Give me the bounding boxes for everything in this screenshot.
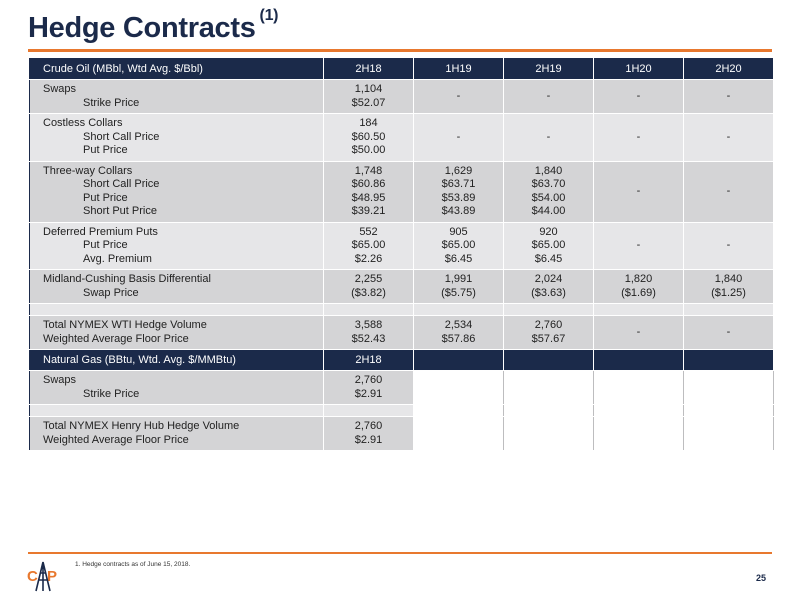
hedge-contracts-table bbox=[29, 58, 774, 451]
row-label-cell bbox=[30, 371, 324, 405]
gas-header-label: Natural Gas (BBtu, Wtd. Avg. $/MMBtu) bbox=[30, 350, 324, 371]
row-title: Weighted Average Floor Price bbox=[43, 433, 189, 446]
spacer-row bbox=[30, 405, 774, 417]
svg-text:P: P bbox=[47, 568, 58, 585]
value-cell: - bbox=[684, 222, 774, 270]
row-sublabel: Short Put Price bbox=[83, 205, 157, 217]
value-cell: 3,588 $52.43 bbox=[324, 316, 414, 350]
value-cell: - bbox=[684, 316, 774, 350]
row-label-cell bbox=[30, 270, 324, 304]
gas-total-row bbox=[30, 417, 774, 451]
row-sublabel: Short Call Price bbox=[83, 130, 160, 143]
row-sublabel: Put Price bbox=[83, 144, 128, 156]
value-cell: - bbox=[684, 161, 774, 222]
row-title: Weighted Average Floor Price bbox=[43, 332, 189, 345]
row-sublabel: Put Price bbox=[83, 191, 128, 204]
row-title: Costless Collars bbox=[43, 117, 123, 129]
oil-basis-differential-row bbox=[30, 270, 774, 304]
row-label-cell bbox=[30, 114, 324, 162]
row-label-cell bbox=[30, 417, 324, 451]
row-sublabel: Strike Price bbox=[83, 96, 140, 109]
oil-three-way-collars-row bbox=[30, 161, 774, 222]
svg-text:C: C bbox=[27, 568, 38, 585]
value-cell: - bbox=[594, 316, 684, 350]
value-cell: 552 $65.00 $2.26 bbox=[324, 222, 414, 270]
value-cell: 2,760 $57.67 bbox=[504, 316, 594, 350]
row-sublabel: Short Call Price bbox=[83, 178, 160, 190]
row-title: Total NYMEX Henry Hub Hedge Volume bbox=[43, 420, 240, 432]
value-cell: 2,255 ($3.82) bbox=[324, 270, 414, 304]
column-header-2h19: 2H19 bbox=[504, 59, 594, 80]
oil-total-row bbox=[30, 316, 774, 350]
row-sublabel: Avg. Premium bbox=[83, 252, 152, 265]
footnote: 1. Hedge contracts as of June 15, 2018. bbox=[75, 561, 191, 568]
oil-costless-collars-row bbox=[30, 114, 774, 162]
value-cell: 1,840 $63.70 $54.00 $44.00 bbox=[504, 161, 594, 222]
row-sublabel: Swap Price bbox=[83, 286, 139, 299]
value-cell: 2,534 $57.86 bbox=[414, 316, 504, 350]
column-header-1h19: 1H19 bbox=[414, 59, 504, 80]
row-title: Swaps bbox=[43, 83, 77, 95]
row-sublabel: Strike Price bbox=[83, 387, 140, 400]
spacer-row bbox=[30, 304, 774, 316]
oil-header-label: Crude Oil (MBbl, Wtd Avg. $/Bbl) bbox=[30, 59, 324, 80]
column-header-2h18: 2H18 bbox=[324, 59, 414, 80]
value-cell: - bbox=[594, 222, 684, 270]
row-title: Total NYMEX WTI Hedge Volume bbox=[43, 319, 207, 331]
oil-swaps-row bbox=[30, 80, 774, 114]
row-label-cell bbox=[30, 316, 324, 350]
row-label-cell bbox=[30, 222, 324, 270]
value-cell: - bbox=[684, 80, 774, 114]
value-cell: 920 $65.00 $6.45 bbox=[504, 222, 594, 270]
value-cell: - bbox=[594, 80, 684, 114]
page-number: 25 bbox=[756, 573, 767, 583]
company-logo bbox=[25, 558, 61, 594]
value-cell: 1,104 $52.07 bbox=[324, 80, 414, 114]
value-cell: - bbox=[414, 114, 504, 162]
value-cell: 905 $65.00 $6.45 bbox=[414, 222, 504, 270]
row-title: Midland-Cushing Basis Differential bbox=[43, 273, 211, 285]
value-cell: 1,820 ($1.69) bbox=[594, 270, 684, 304]
value-cell: - bbox=[594, 161, 684, 222]
row-label-cell bbox=[30, 161, 324, 222]
gas-column-header-2h18: 2H18 bbox=[324, 350, 414, 371]
oil-header-row bbox=[30, 59, 774, 80]
column-header-2h20: 2H20 bbox=[684, 59, 774, 80]
value-cell: - bbox=[684, 114, 774, 162]
row-title: Three-way Collars bbox=[43, 164, 133, 177]
value-cell: - bbox=[504, 114, 594, 162]
title-divider bbox=[28, 49, 772, 52]
value-cell: 2,024 ($3.63) bbox=[504, 270, 594, 304]
value-cell: 2,760 $2.91 bbox=[324, 417, 414, 451]
value-cell: 1,991 ($5.75) bbox=[414, 270, 504, 304]
value-cell: 1,629 $63.71 $53.89 $43.89 bbox=[414, 161, 504, 222]
value-cell: 1,748 $60.86 $48.95 $39.21 bbox=[324, 161, 414, 222]
gas-header-row bbox=[30, 350, 774, 371]
value-cell: - bbox=[594, 114, 684, 162]
row-title: Deferred Premium Puts bbox=[43, 225, 158, 238]
value-cell: 184 $60.50 $50.00 bbox=[324, 114, 414, 162]
value-cell: - bbox=[414, 80, 504, 114]
gas-swaps-row bbox=[30, 371, 774, 405]
value-cell: 2,760 $2.91 bbox=[324, 371, 414, 405]
row-sublabel: Put Price bbox=[83, 239, 128, 251]
value-cell: 1,840 ($1.25) bbox=[684, 270, 774, 304]
footer-divider bbox=[28, 552, 772, 554]
value-cell: - bbox=[504, 80, 594, 114]
page-title: Hedge Contracts $^{(1)}$ bbox=[28, 7, 279, 44]
row-title: Swaps bbox=[43, 374, 77, 386]
row-label-cell bbox=[30, 80, 324, 114]
column-header-1h20: 1H20 bbox=[594, 59, 684, 80]
oil-deferred-premium-puts-row bbox=[30, 222, 774, 270]
